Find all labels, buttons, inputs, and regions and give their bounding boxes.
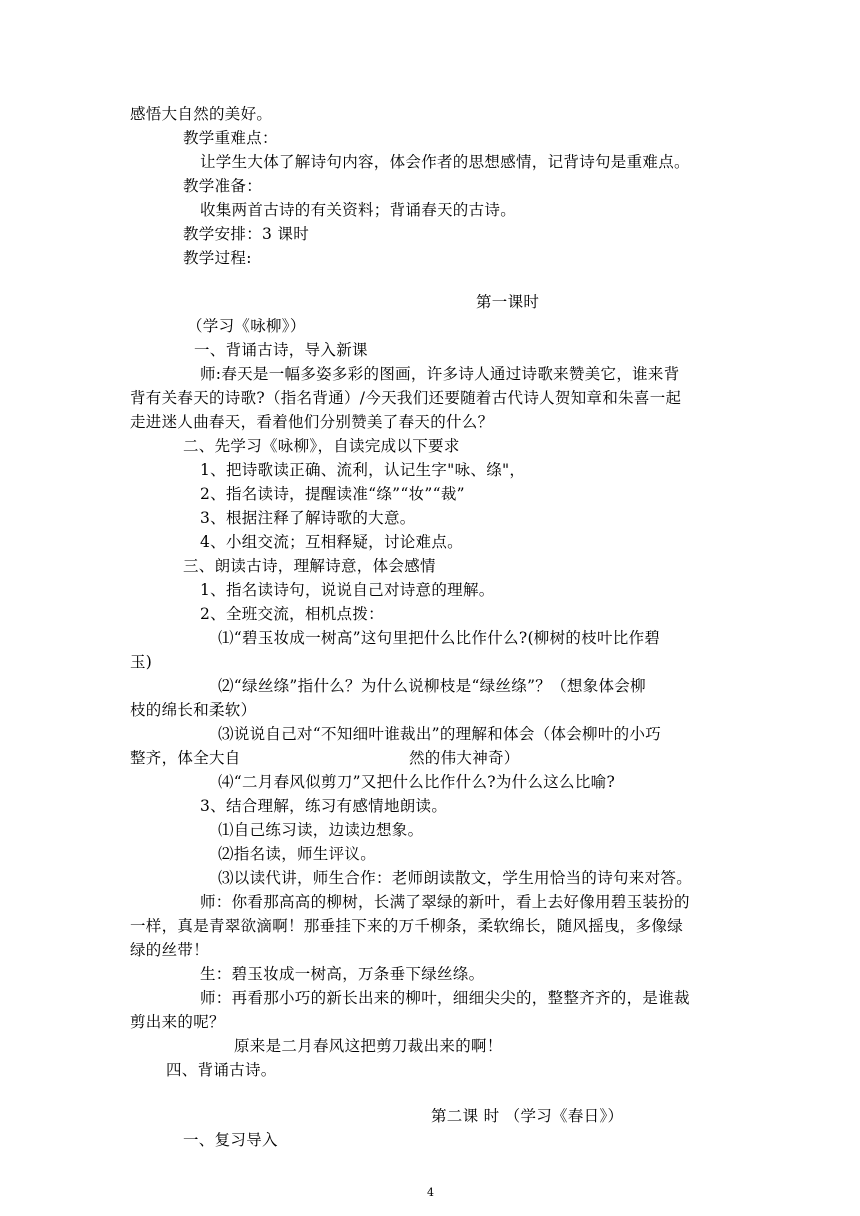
sub-item: ⑷“二月春风似剪刀”又把什么比作什么?为什么这么比喻? — [218, 773, 616, 791]
text-line: 收集两首古诗的有关资料；背诵春天的古诗。 — [200, 201, 517, 219]
dialogue-line: 生：碧玉妆成一树高，万条垂下绿丝绦。 — [200, 965, 485, 983]
lesson-subtitle: （学习《咏柳》） — [187, 317, 306, 335]
dialogue-line: 师：你看那高高的柳树，长满了翠绿的新叶，看上去好像用碧玉装扮的 — [200, 893, 690, 911]
list-item: 3、根据注释了解诗歌的大意。 — [200, 509, 416, 527]
page-number: 4 — [427, 1186, 434, 1199]
sub-item: ⑶说说自己对“不知细叶谁裁出”的理解和体会（体会柳叶的小巧 — [218, 725, 662, 743]
step-heading: 四、背诵古诗。 — [166, 1061, 277, 1079]
section-heading: 教学安排：3 课时 — [183, 225, 309, 243]
text-line: 师:春天是一幅多姿多彩的图画，许多诗人通过诗歌来赞美它，谁来背 — [200, 365, 680, 383]
list-item: 4、小组交流；互相释疑，讨论难点。 — [200, 533, 463, 551]
text-line: 一样，真是青翠欲滴啊！那垂挂下来的万千柳条，柔软绵长，随风摇曳，多像绿 — [130, 917, 684, 935]
dialogue-line: 师：再看那小巧的新长出来的柳叶，细细尖尖的，整整齐齐的，是谁裁 — [200, 989, 690, 1007]
step-heading: 一、背诵古诗，导入新课 — [194, 341, 368, 359]
section-heading: 教学准备： — [183, 177, 263, 195]
section-heading: 教学重难点： — [183, 129, 278, 147]
sub-item: ⑴“碧玉妆成一树高”这句里把什么比作什么?(柳树的枝叶比作碧 — [218, 629, 661, 647]
sub-item: ⑵指名读，师生评议。 — [218, 845, 377, 863]
text-line: 让学生大体了解诗句内容，体会作者的思想感情，记背诗句是重难点。 — [200, 153, 690, 171]
text-line: 剪出来的呢？ — [130, 1013, 225, 1031]
step-heading: 三、朗读古诗，理解诗意，体会感情 — [183, 557, 436, 575]
list-item: 2、指名读诗，提醒读准“绦”“妆”“裁” — [200, 485, 465, 503]
lesson-title: 第二课 时 （学习《春日》） — [431, 1107, 624, 1125]
list-item: 1、指名读诗句，说说自己对诗意的理解。 — [200, 581, 495, 599]
text-line: 走进迷人曲春天，看着他们分别赞美了春天的什么？ — [130, 413, 494, 431]
text-line: 绿的丝带！ — [130, 941, 210, 959]
text-line: 玉) — [130, 653, 153, 671]
list-item: 1、把诗歌读正确、流利，认记生字"咏、绦"， — [200, 461, 526, 479]
text-line: 然的伟大神奇） — [409, 749, 520, 767]
sub-item: ⑴自己练习读，边读边想象。 — [218, 821, 424, 839]
text-line: 原来是二月春风这把剪刀裁出来的啊！ — [234, 1037, 503, 1055]
text-line: 枝的绵长和柔软） — [130, 701, 257, 719]
text-line: 整齐，体全大自 — [130, 749, 241, 767]
step-heading: 一、复习导入 — [183, 1131, 278, 1149]
list-item: 3、结合理解，练习有感情地朗读。 — [200, 797, 448, 815]
section-heading: 教学过程: — [183, 249, 252, 267]
list-item: 2、全班交流，相机点拨： — [200, 605, 384, 623]
sub-item: ⑶以读代讲，师生合作：老师朗读散文，学生用恰当的诗句来对答。 — [218, 869, 693, 887]
lesson-title: 第一课时 — [476, 293, 540, 311]
step-heading: 二、先学习《咏柳》，自读完成以下要求 — [183, 437, 460, 455]
sub-item: ⑵“绿丝绦”指什么？为什么说柳枝是“绿丝绦”？（想象体会柳 — [218, 677, 646, 695]
text-line: 感悟大自然的美好。 — [130, 105, 273, 123]
text-line: 背有关春天的诗歌?（指名背通）/今天我们还要随着古代诗人贺知章和朱喜一起 — [130, 389, 682, 407]
